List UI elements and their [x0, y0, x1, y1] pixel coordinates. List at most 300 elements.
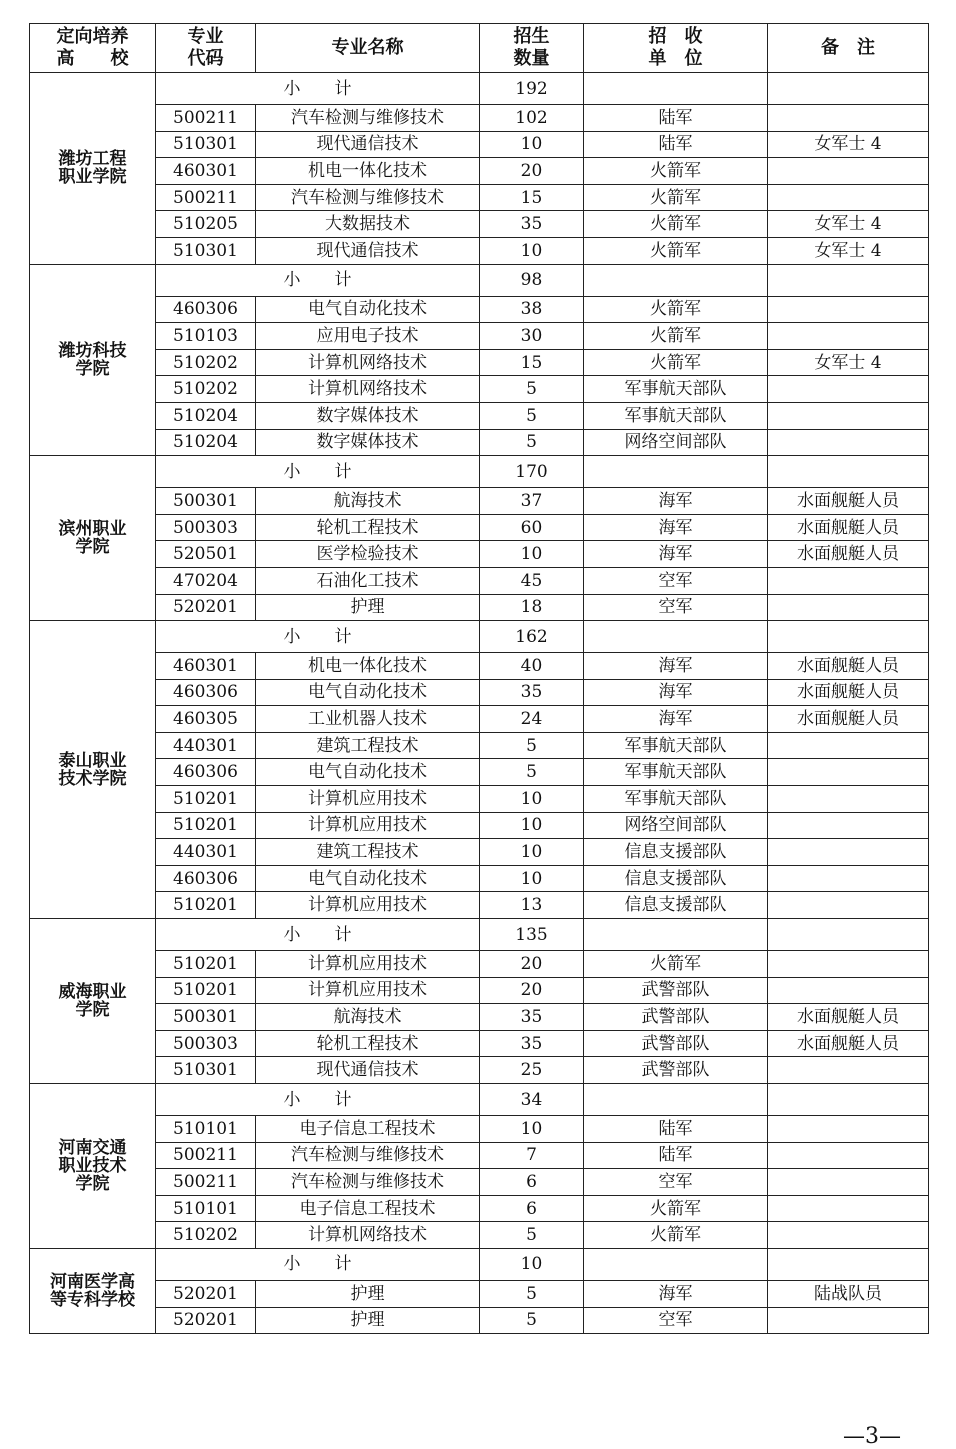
- school-name-line: 潍坊科技: [58, 340, 127, 361]
- major-code: 500301: [156, 488, 256, 515]
- major-code: 460306: [156, 865, 256, 892]
- remark: [768, 865, 929, 892]
- subtotal-remark-empty: [768, 456, 929, 488]
- school-name-line: 技术学院: [58, 768, 127, 789]
- remark: 水面舰艇人员: [768, 541, 929, 568]
- remark: 水面舰艇人员: [768, 706, 929, 733]
- recruit-unit: 陆军: [584, 131, 768, 158]
- subtotal-label-part: 小: [283, 270, 301, 291]
- major-name: 护理: [256, 1280, 480, 1307]
- subtotal-value: 10: [480, 1248, 584, 1280]
- remark: [768, 429, 929, 456]
- recruit-unit: 空军: [584, 594, 768, 621]
- major-code: 510101: [156, 1195, 256, 1222]
- recruit-unit: 火箭军: [584, 1195, 768, 1222]
- enroll-count: 20: [480, 977, 584, 1004]
- school-name: [30, 456, 156, 621]
- subtotal-row: [30, 264, 929, 296]
- major-code: 510103: [156, 323, 256, 350]
- enroll-count: 10: [480, 865, 584, 892]
- enroll-count: 35: [480, 1004, 584, 1031]
- enroll-count: 35: [480, 679, 584, 706]
- remark: [768, 323, 929, 350]
- subtotal-label: [156, 1248, 480, 1280]
- major-name: 电子信息工程技术: [256, 1116, 480, 1143]
- remark: [768, 296, 929, 323]
- subtotal-value: 170: [480, 456, 584, 488]
- remark: [768, 1195, 929, 1222]
- major-code: 460305: [156, 706, 256, 733]
- major-name: 计算机应用技术: [256, 812, 480, 839]
- table-row: [30, 488, 929, 515]
- subtotal-row: [30, 1248, 929, 1280]
- table-row: [30, 1057, 929, 1084]
- major-code: 500211: [156, 1142, 256, 1169]
- remark: 女军士 4: [768, 349, 929, 376]
- remark: [768, 567, 929, 594]
- table-row: [30, 977, 929, 1004]
- school-name: [30, 621, 156, 919]
- major-code: 500303: [156, 514, 256, 541]
- remark: 水面舰艇人员: [768, 1004, 929, 1031]
- major-name: 电气自动化技术: [256, 679, 480, 706]
- recruit-unit: 陆军: [584, 1142, 768, 1169]
- school-name: [30, 919, 156, 1084]
- major-code: 510301: [156, 237, 256, 264]
- recruit-unit: 武警部队: [584, 1030, 768, 1057]
- major-code: 510202: [156, 1222, 256, 1249]
- major-code: 460306: [156, 679, 256, 706]
- subtotal-unit-empty: [584, 621, 768, 653]
- subtotal-value: 192: [480, 73, 584, 105]
- major-name: 电子信息工程技术: [256, 1195, 480, 1222]
- school-name-line: 潍坊工程: [58, 149, 127, 170]
- subtotal-label-part: 小: [283, 1089, 301, 1110]
- table-row: [30, 1222, 929, 1249]
- enroll-count: 45: [480, 567, 584, 594]
- major-name: 计算机应用技术: [256, 951, 480, 978]
- subtotal-label: [156, 1084, 480, 1116]
- school-name-line: 学院: [75, 358, 110, 379]
- major-name: 计算机网络技术: [256, 349, 480, 376]
- enroll-count: 6: [480, 1195, 584, 1222]
- remark: [768, 812, 929, 839]
- table-row: [30, 514, 929, 541]
- major-code: 510201: [156, 951, 256, 978]
- enroll-count: 60: [480, 514, 584, 541]
- remark: 水面舰艇人员: [768, 653, 929, 680]
- remark: [768, 1222, 929, 1249]
- header-code: 专业 代码: [156, 24, 256, 73]
- school-name-line: 学院: [75, 537, 110, 558]
- subtotal-label: [156, 456, 480, 488]
- major-code: 510201: [156, 786, 256, 813]
- major-code: 510205: [156, 211, 256, 238]
- table-row: [30, 184, 929, 211]
- major-name: 数字媒体技术: [256, 429, 480, 456]
- recruit-unit: 军事航天部队: [584, 402, 768, 429]
- subtotal-unit-empty: [584, 1248, 768, 1280]
- recruit-unit: 陆军: [584, 1116, 768, 1143]
- major-name: 工业机器人技术: [256, 706, 480, 733]
- recruit-unit: 空军: [584, 567, 768, 594]
- major-name: 汽车检测与维修技术: [256, 184, 480, 211]
- recruit-unit: 武警部队: [584, 1057, 768, 1084]
- table-row: [30, 211, 929, 238]
- subtotal-row: [30, 1084, 929, 1116]
- school-name-line: 学院: [75, 1000, 110, 1021]
- recruit-unit: 军事航天部队: [584, 759, 768, 786]
- subtotal-label-part: 小: [283, 78, 301, 99]
- enroll-count: 25: [480, 1057, 584, 1084]
- table-row: [30, 892, 929, 919]
- remark: [768, 892, 929, 919]
- school-name-line: 泰山职业: [58, 750, 127, 771]
- major-code: 520201: [156, 1280, 256, 1307]
- major-name: 石油化工技术: [256, 567, 480, 594]
- major-code: 500211: [156, 184, 256, 211]
- recruit-unit: 海军: [584, 679, 768, 706]
- remark: [768, 1057, 929, 1084]
- major-code: 520501: [156, 541, 256, 568]
- school-name-line: 河南交通: [58, 1137, 127, 1158]
- major-name: 轮机工程技术: [256, 514, 480, 541]
- table-row: [30, 1169, 929, 1196]
- table-row: [30, 1116, 929, 1143]
- major-code: 520201: [156, 1307, 256, 1334]
- recruit-unit: 火箭军: [584, 184, 768, 211]
- major-name: 数字媒体技术: [256, 402, 480, 429]
- remark: [768, 105, 929, 132]
- school-name-line: 威海职业: [58, 982, 127, 1003]
- major-code: 510301: [156, 131, 256, 158]
- enroll-count: 10: [480, 541, 584, 568]
- recruit-unit: 武警部队: [584, 1004, 768, 1031]
- recruit-unit: 网络空间部队: [584, 429, 768, 456]
- header-row: [30, 24, 929, 73]
- table-row: [30, 131, 929, 158]
- remark: [768, 594, 929, 621]
- subtotal-value: 162: [480, 621, 584, 653]
- remark: [768, 732, 929, 759]
- subtotal-label-part: 小: [283, 626, 301, 647]
- major-code: 510204: [156, 429, 256, 456]
- enrollment-table: [29, 23, 929, 1334]
- header-school: 定向培养 高 校: [30, 24, 156, 73]
- remark: [768, 1169, 929, 1196]
- remark: [768, 376, 929, 403]
- table-row: [30, 1195, 929, 1222]
- remark: 女军士 4: [768, 211, 929, 238]
- recruit-unit: 海军: [584, 653, 768, 680]
- recruit-unit: 陆军: [584, 105, 768, 132]
- major-code: 500211: [156, 105, 256, 132]
- major-code: 440301: [156, 732, 256, 759]
- major-name: 轮机工程技术: [256, 1030, 480, 1057]
- major-name: 航海技术: [256, 488, 480, 515]
- subtotal-label-part: 计: [334, 78, 352, 99]
- table-row: [30, 865, 929, 892]
- recruit-unit: 网络空间部队: [584, 812, 768, 839]
- table-row: [30, 1307, 929, 1334]
- remark: 陆战队员: [768, 1280, 929, 1307]
- major-name: 计算机应用技术: [256, 977, 480, 1004]
- major-name: 大数据技术: [256, 211, 480, 238]
- subtotal-label: [156, 919, 480, 951]
- major-code: 510201: [156, 977, 256, 1004]
- subtotal-remark-empty: [768, 919, 929, 951]
- subtotal-row: [30, 456, 929, 488]
- subtotal-unit-empty: [584, 1084, 768, 1116]
- school-name-line: 职业学院: [58, 167, 127, 188]
- header-remark: 备 注: [768, 24, 929, 73]
- school-name-line: 学院: [75, 1173, 110, 1194]
- remark: [768, 759, 929, 786]
- major-name: 计算机网络技术: [256, 1222, 480, 1249]
- enroll-count: 102: [480, 105, 584, 132]
- major-code: 500303: [156, 1030, 256, 1057]
- table-row: [30, 786, 929, 813]
- table-row: [30, 951, 929, 978]
- major-name: 电气自动化技术: [256, 759, 480, 786]
- remark: 女军士 4: [768, 237, 929, 264]
- major-name: 建筑工程技术: [256, 732, 480, 759]
- enroll-count: 5: [480, 1280, 584, 1307]
- remark: 水面舰艇人员: [768, 488, 929, 515]
- remark: [768, 402, 929, 429]
- subtotal-row: [30, 919, 929, 951]
- recruit-unit: 火箭军: [584, 158, 768, 185]
- subtotal-unit-empty: [584, 456, 768, 488]
- major-name: 汽车检测与维修技术: [256, 1142, 480, 1169]
- enroll-count: 20: [480, 158, 584, 185]
- recruit-unit: 火箭军: [584, 951, 768, 978]
- enroll-count: 24: [480, 706, 584, 733]
- enroll-count: 10: [480, 812, 584, 839]
- table-row: [30, 429, 929, 456]
- enroll-count: 5: [480, 376, 584, 403]
- major-code: 460301: [156, 653, 256, 680]
- subtotal-label-part: 计: [334, 270, 352, 291]
- subtotal-label: [156, 264, 480, 296]
- table-row: [30, 237, 929, 264]
- major-code: 510202: [156, 376, 256, 403]
- recruit-unit: 军事航天部队: [584, 732, 768, 759]
- table-row: [30, 1030, 929, 1057]
- major-name: 计算机应用技术: [256, 892, 480, 919]
- subtotal-label-part: 计: [334, 924, 352, 945]
- major-name: 现代通信技术: [256, 1057, 480, 1084]
- major-code: 510201: [156, 892, 256, 919]
- enroll-count: 13: [480, 892, 584, 919]
- recruit-unit: 火箭军: [584, 211, 768, 238]
- major-name: 建筑工程技术: [256, 839, 480, 866]
- enroll-count: 10: [480, 786, 584, 813]
- major-code: 510202: [156, 349, 256, 376]
- remark: [768, 1307, 929, 1334]
- subtotal-label-part: 小: [283, 461, 301, 482]
- subtotal-remark-empty: [768, 1084, 929, 1116]
- subtotal-row: [30, 73, 929, 105]
- recruit-unit: 火箭军: [584, 237, 768, 264]
- remark: [768, 839, 929, 866]
- enroll-count: 40: [480, 653, 584, 680]
- major-code: 510101: [156, 1116, 256, 1143]
- table-row: [30, 158, 929, 185]
- subtotal-label-part: 计: [334, 626, 352, 647]
- recruit-unit: 信息支援部队: [584, 839, 768, 866]
- major-name: 电气自动化技术: [256, 865, 480, 892]
- remark: [768, 977, 929, 1004]
- remark: 女军士 4: [768, 131, 929, 158]
- enroll-count: 15: [480, 349, 584, 376]
- major-code: 500211: [156, 1169, 256, 1196]
- recruit-unit: 空军: [584, 1169, 768, 1196]
- table-row: [30, 105, 929, 132]
- table-row: [30, 679, 929, 706]
- table-row: [30, 706, 929, 733]
- table-row: [30, 759, 929, 786]
- subtotal-label-part: 计: [334, 1089, 352, 1110]
- table-body: [30, 73, 929, 1334]
- table-row: [30, 839, 929, 866]
- recruit-unit: 军事航天部队: [584, 376, 768, 403]
- enroll-count: 15: [480, 184, 584, 211]
- enroll-count: 7: [480, 1142, 584, 1169]
- recruit-unit: 信息支援部队: [584, 892, 768, 919]
- remark: 水面舰艇人员: [768, 1030, 929, 1057]
- enroll-count: 5: [480, 759, 584, 786]
- enroll-count: 35: [480, 1030, 584, 1057]
- subtotal-label-part: 计: [334, 1254, 352, 1275]
- major-code: 460301: [156, 158, 256, 185]
- recruit-unit: 海军: [584, 706, 768, 733]
- enroll-count: 5: [480, 1307, 584, 1334]
- remark: [768, 951, 929, 978]
- subtotal-row: [30, 621, 929, 653]
- recruit-unit: 海军: [584, 1280, 768, 1307]
- major-code: 500301: [156, 1004, 256, 1031]
- table-row: [30, 402, 929, 429]
- school-name-line: 职业技术: [58, 1155, 127, 1176]
- remark: [768, 1142, 929, 1169]
- enroll-count: 18: [480, 594, 584, 621]
- header-count: 招生 数量: [480, 24, 584, 73]
- major-name: 应用电子技术: [256, 323, 480, 350]
- subtotal-remark-empty: [768, 621, 929, 653]
- recruit-unit: 火箭军: [584, 323, 768, 350]
- major-code: 510201: [156, 812, 256, 839]
- recruit-unit: 武警部队: [584, 977, 768, 1004]
- table-row: [30, 541, 929, 568]
- table-row: [30, 1142, 929, 1169]
- major-name: 计算机网络技术: [256, 376, 480, 403]
- subtotal-label: [156, 73, 480, 105]
- enroll-count: 37: [480, 488, 584, 515]
- major-name: 电气自动化技术: [256, 296, 480, 323]
- subtotal-remark-empty: [768, 264, 929, 296]
- subtotal-label-part: 计: [334, 461, 352, 482]
- school-name-line: 等专科学校: [50, 1290, 135, 1311]
- recruit-unit: 海军: [584, 514, 768, 541]
- major-code: 510204: [156, 402, 256, 429]
- enroll-count: 30: [480, 323, 584, 350]
- school-name: [30, 1248, 156, 1333]
- table-row: [30, 376, 929, 403]
- subtotal-label-part: 小: [283, 1254, 301, 1275]
- subtotal-value: 98: [480, 264, 584, 296]
- subtotal-remark-empty: [768, 73, 929, 105]
- recruit-unit: 空军: [584, 1307, 768, 1334]
- subtotal-unit-empty: [584, 919, 768, 951]
- table-row: [30, 812, 929, 839]
- enroll-count: 35: [480, 211, 584, 238]
- subtotal-label-part: 小: [283, 924, 301, 945]
- table-row: [30, 653, 929, 680]
- school-name: [30, 73, 156, 265]
- remark: 水面舰艇人员: [768, 679, 929, 706]
- school-name: [30, 264, 156, 456]
- remark: 水面舰艇人员: [768, 514, 929, 541]
- recruit-unit: 火箭军: [584, 1222, 768, 1249]
- enroll-count: 5: [480, 732, 584, 759]
- major-name: 现代通信技术: [256, 237, 480, 264]
- subtotal-value: 34: [480, 1084, 584, 1116]
- enroll-count: 6: [480, 1169, 584, 1196]
- major-name: 计算机应用技术: [256, 786, 480, 813]
- recruit-unit: 信息支援部队: [584, 865, 768, 892]
- enroll-count: 38: [480, 296, 584, 323]
- remark: [768, 158, 929, 185]
- subtotal-unit-empty: [584, 264, 768, 296]
- major-name: 机电一体化技术: [256, 158, 480, 185]
- enroll-count: 10: [480, 131, 584, 158]
- table-row: [30, 296, 929, 323]
- major-name: 医学检验技术: [256, 541, 480, 568]
- enroll-count: 10: [480, 1116, 584, 1143]
- table-row: [30, 567, 929, 594]
- enroll-count: 5: [480, 1222, 584, 1249]
- enroll-count: 5: [480, 429, 584, 456]
- enroll-count: 10: [480, 237, 584, 264]
- recruit-unit: 火箭军: [584, 296, 768, 323]
- header-name: 专业名称: [256, 24, 480, 73]
- enroll-count: 10: [480, 839, 584, 866]
- recruit-unit: 军事航天部队: [584, 786, 768, 813]
- major-name: 机电一体化技术: [256, 653, 480, 680]
- major-name: 汽车检测与维修技术: [256, 1169, 480, 1196]
- subtotal-label: [156, 621, 480, 653]
- major-name: 护理: [256, 1307, 480, 1334]
- remark: [768, 786, 929, 813]
- recruit-unit: 火箭军: [584, 349, 768, 376]
- major-code: 460306: [156, 759, 256, 786]
- school-name: [30, 1084, 156, 1249]
- table-row: [30, 1280, 929, 1307]
- major-code: 440301: [156, 839, 256, 866]
- remark: [768, 184, 929, 211]
- major-code: 520201: [156, 594, 256, 621]
- recruit-unit: 海军: [584, 541, 768, 568]
- major-name: 汽车检测与维修技术: [256, 105, 480, 132]
- enroll-count: 20: [480, 951, 584, 978]
- enroll-count: 5: [480, 402, 584, 429]
- table-row: [30, 1004, 929, 1031]
- recruit-unit: 海军: [584, 488, 768, 515]
- header-unit: 招 收 单 位: [584, 24, 768, 73]
- major-code: 460306: [156, 296, 256, 323]
- subtotal-value: 135: [480, 919, 584, 951]
